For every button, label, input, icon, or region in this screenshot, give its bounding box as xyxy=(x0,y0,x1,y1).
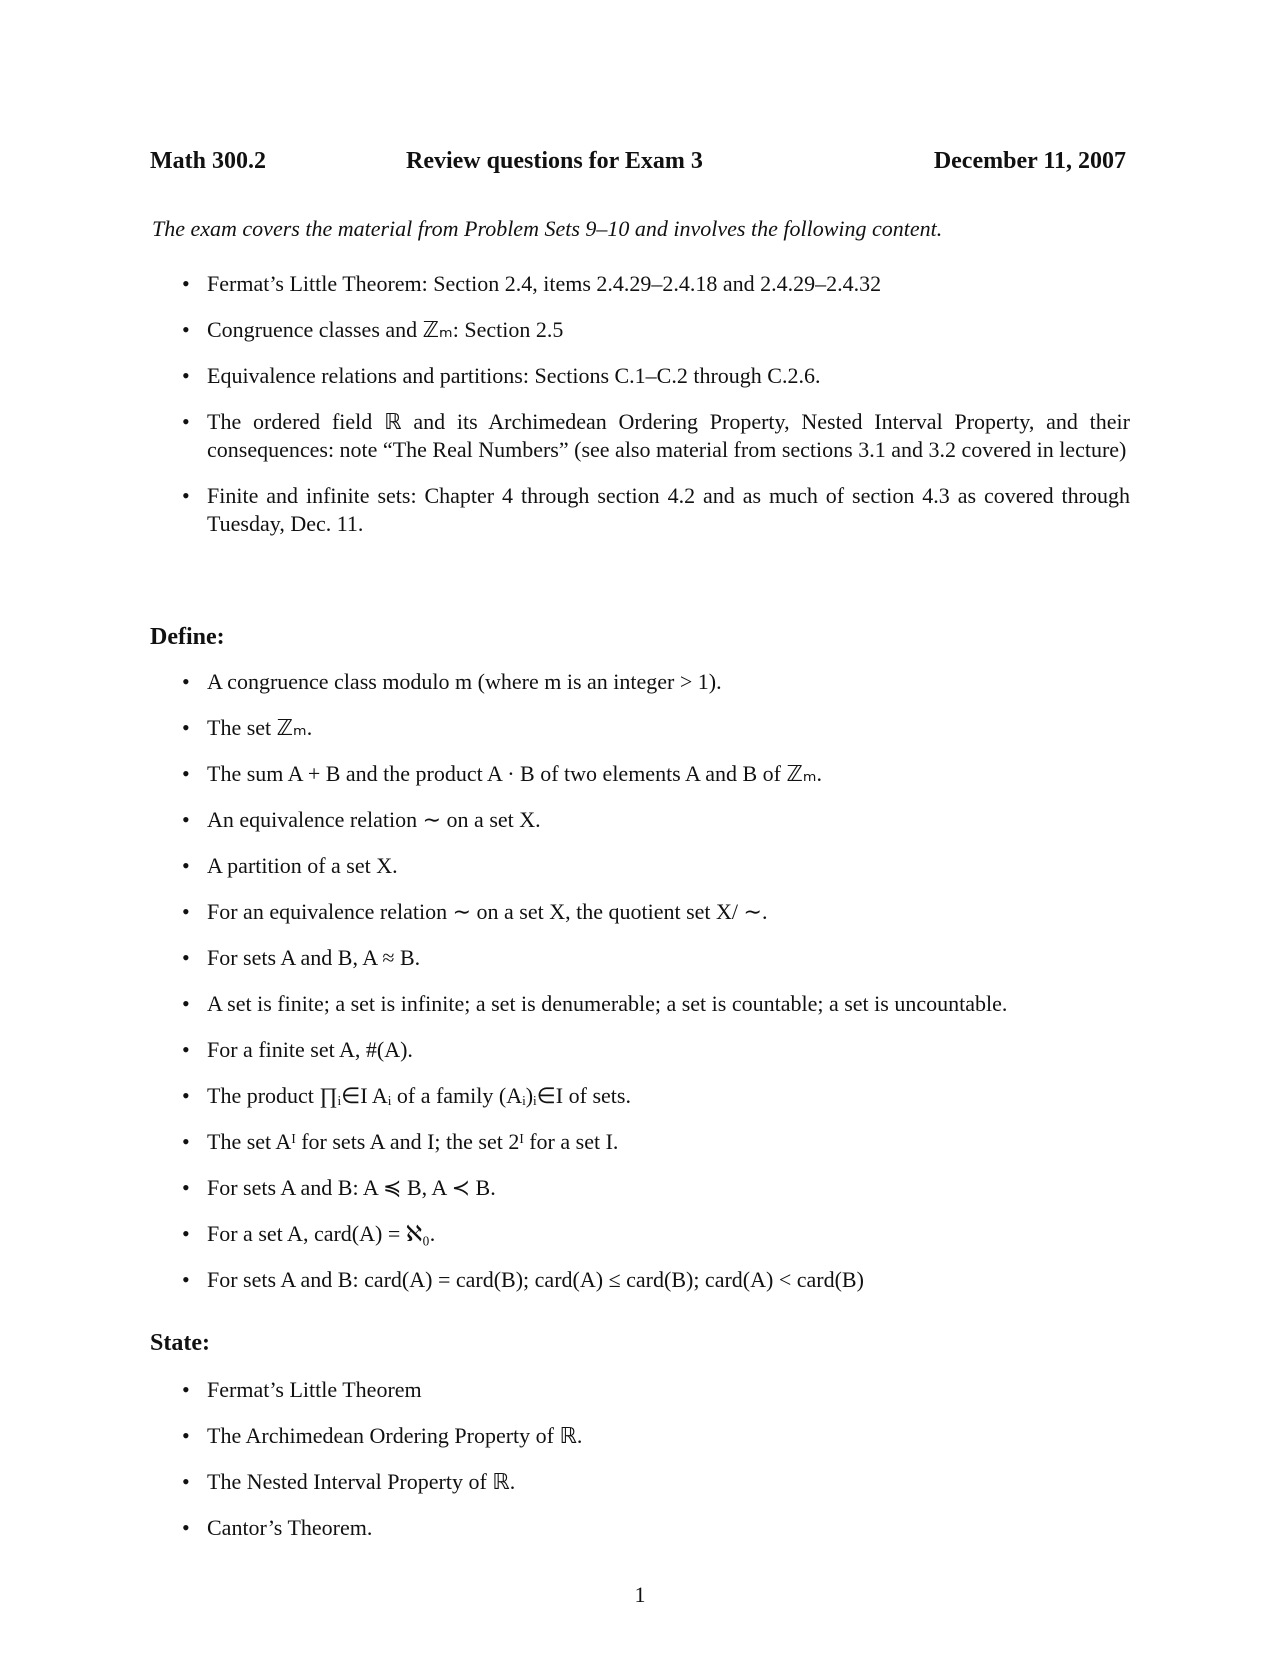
list-item: • For sets A and B, A ≈ B. xyxy=(182,944,1130,972)
list-item: • The Nested Interval Property of ℝ. xyxy=(182,1468,1130,1496)
list-item: • A congruence class modulo m (where m is an integer > 1). xyxy=(182,668,1130,696)
list-item: • An equivalence relation ∼ on a set X. xyxy=(182,806,1130,834)
list-item: • For sets A and B: card(A) = card(B); card(A) ≤ card(B); card(A) < card(B) xyxy=(182,1266,1130,1294)
course-name: Math 300.2 xyxy=(150,148,266,174)
list-item: • For an equivalence relation ∼ on a set X, the quotient set X/ ∼. xyxy=(182,898,1130,926)
list-item: • The sum A + B and the product A · B of two elements A and B of ℤₘ. xyxy=(182,760,1130,788)
document-title: Review questions for Exam 3 xyxy=(406,148,703,174)
state-heading: State: xyxy=(150,1330,210,1356)
list-item: • Finite and infinite sets: Chapter 4 through section 4.2 and as much of section 4.3 as covered through Tuesday, Dec. 11. xyxy=(182,482,1130,538)
list-item: • Congruence classes and ℤₘ: Section 2.5 xyxy=(182,316,1130,344)
list-item: • The set ℤₘ. xyxy=(182,714,1130,742)
list-item: • The set Aᴵ for sets A and I; the set 2ᴵ for a set I. xyxy=(182,1128,1130,1156)
page-number: 1 xyxy=(634,1582,646,1607)
intro-text: The exam covers the material from Problem Sets 9–10 and involves the following content. xyxy=(152,216,943,241)
list-item: • For sets A and B: A ≼ B, A ≺ B. xyxy=(182,1174,1130,1202)
list-item: • Fermat’s Little Theorem: Section 2.4, items 2.4.29–2.4.18 and 2.4.29–2.4.32 xyxy=(182,270,1130,298)
list-item: • Fermat’s Little Theorem xyxy=(182,1376,1130,1404)
define-heading: Define: xyxy=(150,624,225,650)
list-item: • For a set A, card(A) = ℵ₀. xyxy=(182,1220,1130,1248)
define-list xyxy=(182,668,1130,1312)
document-date: December 11, 2007 xyxy=(933,148,1126,174)
list-item: • Equivalence relations and partitions: Sections C.1–C.2 through C.2.6. xyxy=(182,362,1130,390)
list-item: • For a finite set A, #(A). xyxy=(182,1036,1130,1064)
state-list xyxy=(182,1376,1130,1560)
list-item: • The ordered field ℝ and its Archimedean Ordering Property, Nested Interval Property, and their consequences: note “The Real Numbers” (see also material from sections 3.1 and 3.2 covered in lecture) xyxy=(182,408,1130,464)
list-item: • The Archimedean Ordering Property of ℝ. xyxy=(182,1422,1130,1450)
page-header xyxy=(150,148,1126,188)
list-item: • The product ∏ᵢ∈I Aᵢ of a family (Aᵢ)ᵢ∈I of sets. xyxy=(182,1082,1130,1110)
list-item: • A partition of a set X. xyxy=(182,852,1130,880)
list-item: • Cantor’s Theorem. xyxy=(182,1514,1130,1542)
content-list xyxy=(182,270,1130,556)
list-item: • A set is finite; a set is infinite; a set is denumerable; a set is countable; a set is uncountable. xyxy=(182,990,1130,1018)
